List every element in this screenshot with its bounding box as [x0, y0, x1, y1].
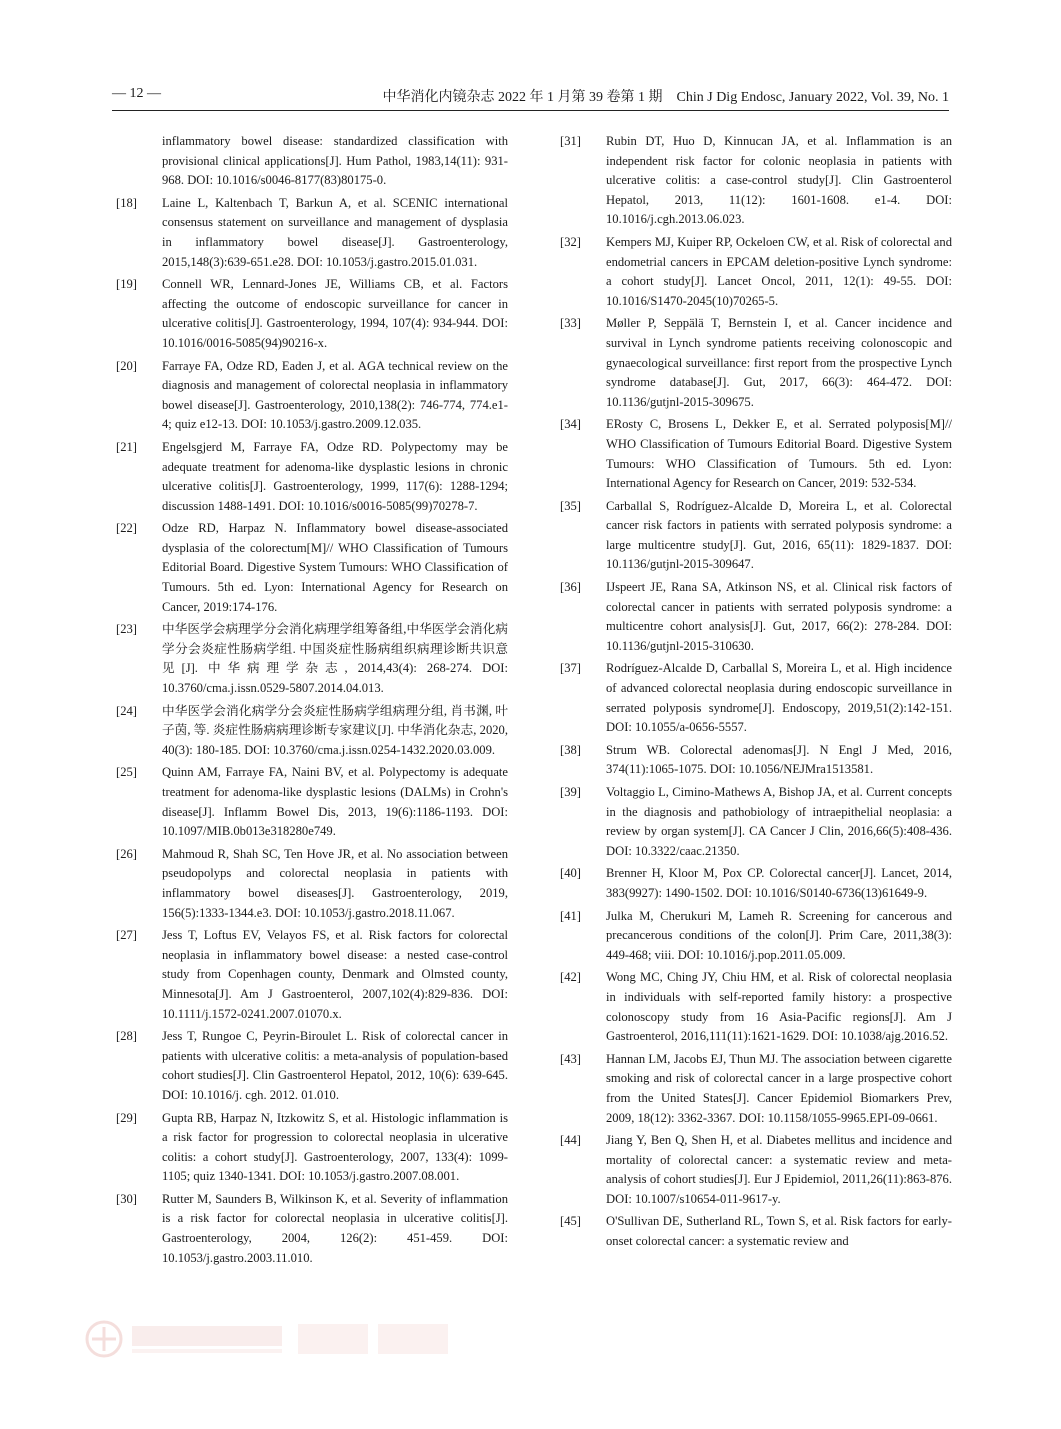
reference-number: [31]: [560, 134, 581, 148]
reference-number: [45]: [560, 1214, 581, 1229]
reference-item: [116, 620, 508, 698]
reference-number: [39]: [560, 785, 581, 799]
reference-text: Julka M, Cherukuri M, Lameh R. Screening for cancerous and precancerous conditions of the colon[J]. Prim Care, 2011,38(3): 449-468; viii. DOI: 10.1016/j.pop.2011.05.009.: [606, 908, 952, 962]
reference-list-left-column: [116, 132, 508, 1271]
reference-text: Voltaggio L, Cimino-Mathews A, Bishop JA, et al. Current concepts in the diagnosis and pathobiology of intraepithelial neoplasia: a review by organ system[J]. CA Cancer J Clin, 2016,66(5):408-436. DOI: 10.3322/caac.21350.: [606, 785, 952, 858]
reference-number: [25]: [116, 765, 137, 780]
reference-number: [36]: [560, 580, 581, 595]
reference-item: [560, 1050, 952, 1128]
reference-item: [116, 132, 508, 191]
reference-text: Laine L, Kaltenbach T, Barkun A, et al. SCENIC international consensus statement on surveillance and management of dysplasia in inflammatory bowel disease[J]. Gastroenterology, 2015,148(3):639-651.e28. DOI: 10.1053/j.gastro.2015.01.031.: [162, 195, 508, 269]
reference-item: [560, 864, 952, 903]
reference-number: [44]: [560, 1133, 581, 1148]
reference-number: [35]: [560, 498, 581, 513]
reference-number: [38]: [560, 742, 581, 757]
reference-number: [43]: [560, 1051, 581, 1066]
reference-text: Wong MC, Ching JY, Chiu HM, et al. Risk of colorectal neoplasia in individuals with self-reported family history: a prospective colonoscopy study from 16 Asia-Pacific regions[J]. Am J Gastroenterol, 2016,111(11):1621-1629. DOI: 10.1038/ajg.2016.52.: [606, 970, 952, 1044]
reference-text: Rutter M, Saunders B, Wilkinson K, et al. Severity of inflammation is a risk factor for colorectal neoplasia in ulcerative colitis[J]. Gastroenterology, 2004, 126(2): 451-459. DOI: 10.1053/j.gastro.2003.11.010.: [162, 1191, 508, 1265]
reference-item: [116, 1027, 508, 1105]
reference-number: [19]: [116, 277, 137, 292]
header-divider: [112, 110, 949, 111]
reference-text: Jiang Y, Ben Q, Shen H, et al. Diabetes mellitus and incidence and mortality of colorectal cancer: a systematic review and meta-analysis of cohort studies[J]. Eur J Epidemiol, 2011,26(11):863-876. DOI: 10.1007/s10654-011-9617-y.: [606, 1133, 952, 1206]
cma-seal-icon: [84, 1318, 464, 1360]
reference-item: [116, 845, 508, 923]
reference-item: [560, 741, 952, 780]
reference-item: [116, 519, 508, 617]
reference-text: Brenner H, Kloor M, Pox CP. Colorectal cancer[J]. Lancet, 2014, 383(9927): 1490-1502. DOI: 10.1016/S0140-6736(13)61649-9.: [606, 866, 952, 900]
reference-item: [116, 1109, 508, 1187]
reference-item: [116, 702, 508, 761]
reference-text: Kempers MJ, Kuiper RP, Ockeloen CW, et al. Risk of colorectal and endometrial cancers in EPCAM deletion-positive Lynch syndrome: a cohort study[J]. Lancet Oncol, 2011, 12(1): 49-55. DOI: 10.1016/S1470-2045(10)70265-5.: [606, 234, 952, 308]
reference-number: [22]: [116, 521, 137, 536]
reference-item: [560, 659, 952, 737]
reference-text: Engelsgjerd M, Farraye FA, Odze RD. Polypectomy may be adequate treatment for adenoma-like dysplastic lesions in chronic ulcerative colitis[J]. Gastroenterology, 1999, 117(6): 1288-1294; discussion 1488-1491. DOI: 10.1016/s0016-5085(99)70278-7.: [162, 439, 508, 513]
reference-number: [33]: [560, 316, 581, 331]
reference-item: [560, 132, 952, 230]
reference-text: Møller P, Seppälä T, Bernstein I, et al. Cancer incidence and survival in Lynch syndrome patients receiving colonoscopic and gynaecological surveillance: first report from the prospective Lynch syndrome database[J]. Gut, 2017, 66(3): 464-472. DOI: 10.1136/gutjnl-2015-309675.: [606, 316, 952, 409]
reference-text: Mahmoud R, Shah SC, Ten Hove JR, et al. No association between pseudopolyps and colorectal neoplasia in patients with inflammatory bowel diseases[J]. Gastroenterology, 2019, 156(5):1333-1344.e3. DOI: 10.1053/j.gastro.2018.11.067.: [162, 846, 508, 920]
reference-list-right-column: [560, 132, 952, 1255]
reference-item: [560, 497, 952, 575]
reference-text: inflammatory bowel disease: standardized classification with provisional clinical applications[J]. Hum Pathol, 1983,14(11): 931-968. DOI: 10.1016/s0046-8177(83)80175-0.: [162, 134, 508, 188]
reference-item: [560, 578, 952, 656]
reference-item: [560, 907, 952, 966]
publisher-watermark: [84, 1318, 464, 1360]
reference-number: [32]: [560, 234, 581, 249]
reference-text: Carballal S, Rodríguez-Alcalde D, Moreira L, et al. Colorectal cancer risk factors in patients with serrated polyposis syndrome: a large multicentre study[J]. Gut, 2016, 65(11): 1829-1837. DOI: 10.1136/gutjnl-2015-309647.: [606, 498, 952, 572]
reference-item: [560, 233, 952, 311]
reference-number: [37]: [560, 661, 581, 676]
reference-number: [18]: [116, 195, 137, 210]
reference-text: Gupta RB, Harpaz N, Itzkowitz S, et al. Histologic inflammation is a risk factor for progression to colorectal neoplasia in ulcerative colitis: a cohort study[J]. Gastroenterology, 2007, 133(4): 1099-1105; quiz 1340-1341. DOI: 10.1053/j.gastro.2007.08.001.: [162, 1110, 508, 1184]
reference-text: Jess T, Rungoe C, Peyrin-Biroulet L. Risk of colorectal cancer in patients with ulcerative colitis: a meta-analysis of population-based cohort studies[J]. Clin Gastroenterol Hepatol, 2012, 10(6): 639-645. DOI: 10.1016/j. cgh. 2012. 01.010.: [162, 1029, 508, 1102]
reference-number: [30]: [116, 1191, 137, 1206]
reference-text: Hannan LM, Jacobs EJ, Thun MJ. The association between cigarette smoking and risk of colorectal cancer in a large prospective cohort from the United States[J]. Cancer Epidemiol Biomarkers Prev, 2009, 18(12): 3362-3367. DOI: 10.1158/1055-9965.EPI-09-0661.: [606, 1051, 952, 1125]
running-header: [112, 86, 949, 106]
reference-text: Rubin DT, Huo D, Kinnucan JA, et al. Inflammation is an independent risk factor for colonic neoplasia in patients with ulcerative colitis: a case-control study[J]. Clin Gastroenterol Hepatol, 2013, 11(12): 1601-1608. e1-4. DOI: 10.1016/j.cgh.2013.06.023.: [606, 134, 952, 227]
reference-text: Connell WR, Lennard-Jones JE, Williams CB, et al. Factors affecting the outcome of endoscopic surveillance for cancer in ulcerative colitis[J]. Gastroenterology, 1994, 107(4): 934-944. DOI: 10.1016/0016-5085(94)90216-x.: [162, 277, 508, 350]
reference-text: 中华医学会病理学分会消化病理学组筹备组,中华医学会消化病学分会炎症性肠病学组. 中国炎症性肠病组织病理诊断共识意见[J]. 中华病理学杂志, 2014,43(4): 268-274. DOI: 10.3760/cma.j.issn.0529-5807.2014.04.013.: [162, 622, 508, 696]
reference-text: Jess T, Loftus EV, Velayos FS, et al. Risk factors for colorectal neoplasia in inflammatory bowel disease: a nested case-control study from Copenhagen county, Denmark and Olmsted county, Minnesota[J]. Am J Gastroenterol, 2007,102(4):829-836. DOI: 10.1111/j.1572-0241.2007.01070.x.: [162, 928, 508, 1021]
reference-number: [27]: [116, 928, 137, 943]
reference-text: IJspeert JE, Rana SA, Atkinson NS, et al. Clinical risk factors of colorectal cancer in patients with serrated polyposis syndrome: a multicentre cohort analysis[J]. Gut, 2017, 66(2): 278-284. DOI: 10.1136/gutjnl-2015-310630.: [606, 580, 952, 653]
reference-text: Strum WB. Colorectal adenomas[J]. N Engl J Med, 2016, 374(11):1065-1075. DOI: 10.1056/NEJMra1513581.: [606, 742, 952, 777]
reference-item: [560, 415, 952, 493]
reference-text: Farraye FA, Odze RD, Eaden J, et al. AGA technical review on the diagnosis and management of colorectal neoplasia in inflammatory bowel disease[J]. Gastroenterology, 2010,138(2): 746-774, 774.e1-4; quiz e12-13. DOI: 10.1053/j.gastro.2009.12.035.: [162, 358, 508, 432]
reference-number: [28]: [116, 1029, 137, 1044]
reference-number: [29]: [116, 1110, 137, 1125]
reference-item: [560, 314, 952, 412]
reference-item: [116, 275, 508, 353]
reference-item: [116, 1190, 508, 1268]
reference-text: ERosty C, Brosens L, Dekker E, et al. Serrated polyposis[M]// WHO Classification of Tumours Editorial Board. Digestive System Tumours: WHO Classification of Tumours. 5th ed. Lyon: International Agency for Research on Cancer, 2019: 532-534.: [606, 417, 952, 491]
reference-text: Rodríguez-Alcalde D, Carballal S, Moreira L, et al. High incidence of advanced colorectal neoplasia during endoscopic surveillance in serrated polyposis syndrome[J]. Endoscopy, 2019,51(2):142-151. DOI: 10.1055/a-0656-5557.: [606, 661, 952, 735]
reference-item: [560, 968, 952, 1046]
reference-number: [23]: [116, 622, 137, 637]
reference-number: [26]: [116, 846, 137, 861]
reference-number: [40]: [560, 866, 581, 881]
reference-item: [116, 438, 508, 516]
reference-number: [42]: [560, 970, 581, 985]
reference-item: [560, 783, 952, 861]
reference-text: O'Sullivan DE, Sutherland RL, Town S, et al. Risk factors for early-onset colorectal cancer: a systematic review and: [606, 1214, 952, 1249]
reference-item: [116, 357, 508, 435]
reference-text: 中华医学会消化病学分会炎症性肠病学组病理分组, 肖书渊, 叶子茵, 等. 炎症性肠病病理诊断专家建议[J]. 中华消化杂志, 2020, 40(3): 180-185. DOI: 10.3760/cma.j.issn.0254-1432.2020.03.009.: [162, 703, 508, 757]
reference-text: Quinn AM, Farraye FA, Naini BV, et al. Polypectomy is adequate treatment for adenoma-like dysplastic lesions (DALMs) in Crohn's disease[J]. Inflamm Bowel Dis, 2013, 19(6):1186-1193. DOI: 10.1097/MIB.0b013e318280e749.: [162, 765, 508, 839]
reference-item: [560, 1131, 952, 1209]
reference-number: [24]: [116, 703, 137, 718]
reference-number: [41]: [560, 908, 581, 923]
reference-number: [34]: [560, 417, 581, 432]
page-number: — 12 —: [112, 86, 161, 101]
reference-number: [21]: [116, 439, 137, 454]
journal-citation-line: 中华消化内镜杂志 2022 年 1 月第 39 卷第 1 期 Chin J Dig Endosc, January 2022, Vol. 39, No. 1: [382, 90, 949, 105]
reference-number: [20]: [116, 358, 137, 373]
reference-item: [560, 1212, 952, 1251]
reference-text: Odze RD, Harpaz N. Inflammatory bowel disease-associated dysplasia of the colorectum[M]// WHO Classification of Tumours Editorial Board. Digestive System Tumours: WHO Classification of Tumours. 5th ed. Lyon: International Agency for Research on Cancer, 2019:174-176.: [162, 521, 508, 614]
reference-item: [116, 194, 508, 272]
reference-item: [116, 763, 508, 841]
reference-item: [116, 926, 508, 1024]
